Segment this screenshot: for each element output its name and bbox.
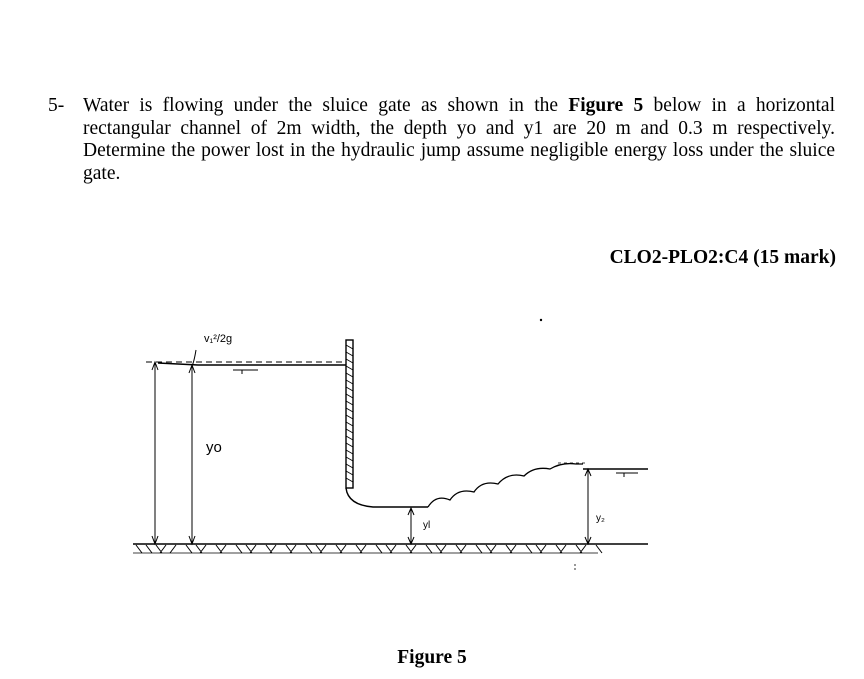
upstream-water-surface <box>158 363 346 365</box>
question-text-part1: Water is flowing under the sluice gate as shown in the <box>83 95 569 116</box>
figure-caption: Figure 5 <box>397 647 467 668</box>
clo-mark-label: CLO2-PLO2:C4 (15 mark) <box>609 247 836 268</box>
sluice-gate-diagram <box>118 300 678 600</box>
jet-surface <box>346 488 428 507</box>
y2-label: y₂ <box>596 513 605 524</box>
velocity-head-mark <box>192 350 196 366</box>
velocity-head-label: v₁²/2g <box>204 333 233 345</box>
y1-label: yl <box>423 520 431 531</box>
question-text-part2: below in a horizontal rectangular channel of 2m width, the depth yo and y1 are 20 m and 0.3 m respectively. Determine the power lost in the hydraulic jump assume negligible energy loss under the sluice gate. <box>83 95 835 184</box>
yo-label: yo <box>206 439 222 456</box>
figure-reference: Figure 5 <box>568 95 644 116</box>
hydraulic-jump <box>428 464 583 507</box>
question-number: 5- <box>48 95 65 116</box>
sluice-gate-figure <box>118 300 678 600</box>
bed-hatching <box>133 545 602 553</box>
question-text <box>83 95 835 185</box>
